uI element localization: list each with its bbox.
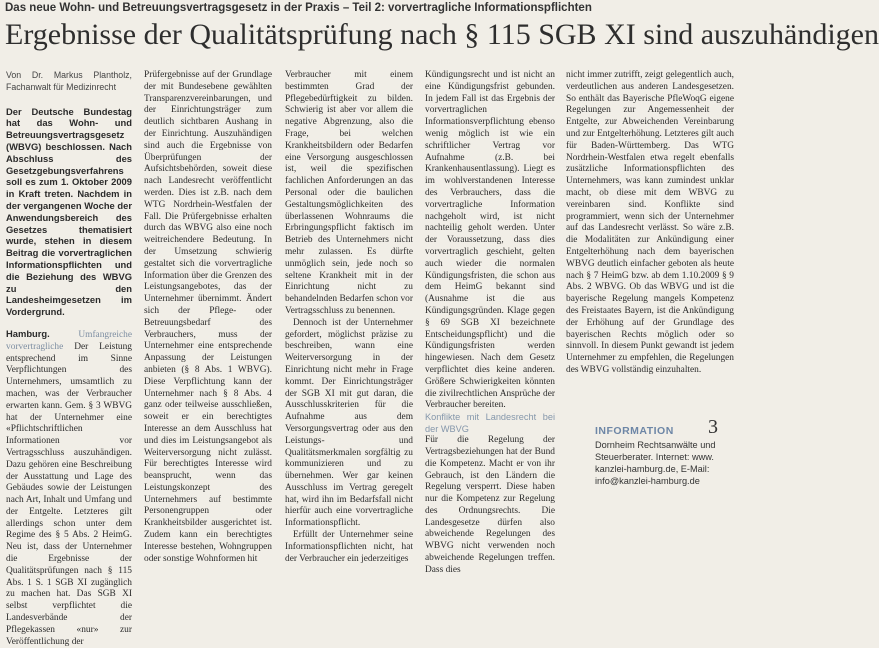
info-line: kanzlei-hamburg.de, E-Mail:: [595, 464, 710, 474]
body-text: Erfüllt der Unternehmer seine Informationspflichten nicht, hat der Verbraucher ein jederzeitiges: [285, 530, 413, 564]
info-line: info@kanzlei-hamburg.de: [595, 476, 700, 486]
body-text: Kündigungsrecht und ist nicht an eine Kündigungsfrist gebunden. In jedem Fall ist das Ergebnis der vorvertraglichen Informationsverpflichtung ebenso wenig möglich ist wie ein schriftlicher Vertrag vor Aufnahme (z.B. bei Krankenhausentlassung). Liegt es im wohlverstandenen Interesse des Verbrauchers, dass die vorvertragliche Information nachgeholt wird, ist nicht nachteilig geholt werden. Unter der Voraussetzung, dass dies vorvertraglich geschieht, gelten auch wieder die normalen Kündigungsfristen, die schon aus dem HeimG bekannt sind (Ausnahme ist die aus Kündigungsgründen. Klage gegen § 69 SGB XI bezeichnete Entscheidungspflicht) und die Kündigungsfristen werden hingewiesen. Nach dem Gesetz verpflichtet dies keine anderen. Größere Schwierigkeiten könnten die zivilrechtlichen Ansprüche der Verbraucher bereiten.: [425, 70, 555, 411]
column-2: [144, 70, 272, 564]
dateline: Hamburg.: [6, 327, 50, 339]
column-1: [6, 70, 132, 647]
body-paragraph: [6, 328, 132, 648]
article-headline: Ergebnisse der Qualitätsprüfung nach § 115 SGB XI sind auszuhändigen: [5, 18, 879, 51]
lead-highlight: Umfangreiche vorvertragliche: [6, 329, 132, 352]
body-text: Der Leistung entsprechend im Sinne Verpflichtungen des Unternehmers, umsamtlich zu machen, was der Verbraucher erwarten kann. Gem. § 3 WBVG hat der Unternehmer eine «Pflichtschriftlichen Informationen vor Vertragsschluss auszuhändigen. Dazu gehören eine Beschreibung der Ausstattung und Lage des Gebäudes sowie der Leistungen nach Art, Inhalt und Umfang und der Entgelte. Letzteres gilt allerdings schon unter dem Regime des § 5 Abs. 2 HeimG. Neu ist, dass der Unternehmer die Ergebnisse der Qualitätsprüfungen nach § 115 Abs. 1 S. 1 SGB XI zugänglich zu machen hat. Das SGB XI selbst verpflichtet die Landesverbände der Pflegekassen «nur» zur Veröffentlichung der: [6, 341, 132, 647]
info-heading: INFORMATION: [595, 425, 674, 437]
subheading: Konflikte mit Landesrecht bei der WBVG: [425, 412, 555, 434]
body-text: Dennoch ist der Unternehmer gefordert, möglichst präzise zu beschreiben, wann eine Weiterversorgung in der Einrichtung nicht mehr in Frage kommt. Der Einrichtungsträger der SGB XI mit gut daran, die Ausschlusskriterien für die Aufnahme aus dem Versorgungsvertrag oder aus den Leistungs- und Qualitätsmerkmalen sorgfältig zu kommunizieren und zu übernehmen. Wer gar keinen Ausschluss im Vertrag geregelt hat, wird ihn im Bedarfsfall nicht hierfür auch eine vorvertragliche Informationspflicht.: [285, 317, 413, 529]
body-text: Prüfergebnisse auf der Grundlage der mit Bundesebene gewählten Transparenzvereinbarungen, und der Einrichtungsträger zum deutlich sichtbaren Aushang in der Einrichtung. Auszuhändigen sind auch die Ergebnisse von Überprüfungen der Aufsichtsbehörden, soweit diese nach Landesrecht veröffentlicht werden. Dies ist z.B. nach dem WTG Nordrhein-Westfalen der Fall. Die Prüfergebnisse erhalten durch das WBVG also eine noch weitreichendere Bedeutung. In der Umsetzung schwierig gestaltet sich die vorvertragliche Information über die Grenzen des Leistungsangebotes, das der Unternehmer übernimmt. Ändert sich der Pflege- oder Betreuungsbedarf des Verbrauchers, muss der Unternehmer eine entsprechende Anpassung der Leistungen anbieten (§ 8 Abs. 1 WBVG). Diese Verpflichtung kann der Unternehmer nach § 8 Abs. 4 ganz oder teilweise ausschließen, soweit er ein berechtigtes Interesse an dem Ausschluss hat und dies im Leistungsangebot als Weiterversorgung nicht zulässt. Für berechtigtes Interesse wird beansprucht, wenn das Leistungskonzept des Unternehmers auf bestimmte Personengruppen oder Krankheitsbilder ausgerichtet ist. Zudem kann ein berechtigtes Interesse bestehen, Wohngruppen oder sonstige Wohnformen hit: [144, 70, 272, 564]
kicker-line: Das neue Wohn- und Betreuungsvertragsgesetz in der Praxis – Teil 2: vorvertragliche Informationspflichten: [5, 2, 592, 14]
author-byline: Von Dr. Markus Plantholz, Fachanwalt für Medizinrecht: [6, 70, 132, 92]
body-text: Für die Regelung der Vertragsbeziehungen hat der Bund die Kompetenz. Macht er von ihr Gebrauch, ist den Ländern die Regelung versperrt. Diese haben nur die Kompetenz zur Regelung des Ordnungsrechts. Die Landesgesetze dürfen also abweichende Regelungen des WBVG nicht verwenden noch abweichende Regelungen treffen. Dass dies: [425, 435, 555, 575]
info-box: [595, 425, 737, 537]
corner-mark: 3: [708, 416, 718, 438]
intro-paragraph: Der Deutsche Bundestag hat das Wohn- und Betreuungsvertragsgesetz (WBVG) beschlossen. Nach Abschluss des Gesetzgebungsverfahrens soll es zum 1. Oktober 2009 in Kraft treten. Nachdem in der vergangenen Woche der Anwendungsbereich des Gesetzes thematisiert wurde, stehen in diesem Beitrag die vorvertraglichen Informationspflichten und die Beziehung des WBVG zu den Landesheimgesetzen im Vordergrund.: [6, 105, 132, 318]
info-line: Dornheim Rechtsanwälte und: [595, 440, 716, 450]
column-4: [425, 70, 555, 575]
column-5: [566, 70, 734, 425]
column-3: [285, 70, 413, 564]
body-text: nicht immer zutrifft, zeigt gelegentlich auch, verdeutlichen aus anderen Landesgesetzen. So enthält das Bayerische PfleWoqG eigene Regelungen zur Angemessenheit der Entgelte, zur Abweichenden Vereinbarung und zur Entgelterhöhung. Letzteres gilt auch für Baden-Württemberg. Das WTG Nordrhein-Westfalen etwa regelt ebenfalls zusätzliche Informationspflichten des Unternehmers, was kann zumindest unklar macht, ob diese mit dem WBVG zu vereinbaren sind. Konflikte sind programmiert, wenn sich der Unternehmer auf das Landesrecht verlässt. So wäre z.B. die Modalitäten zur Ankündigung einer Entgelterhöhung nach dem bayerischen WBVG deutlich einfacher geboten als heute nach § 7 HeimG bzw. ab dem 1.10.2009 § 9 Abs. 2 WBVG. Ob das WBVG und ist die bayerische Regelung mangels Kompetenz des Freistaates Bayern, ist die Ankündigung der Erhöhung auf der Grundlage des bayerischen Rechts möglich oder so sinnvoll. In diesem Punkt gewandt ist jedem Unternehmer zu empfehlen, die Regelungen des WBVG vollständig einzuhalten.: [566, 70, 734, 375]
info-line: Steuerberater. Internet: www.: [595, 452, 714, 462]
body-text: Verbraucher mit einem bestimmten Grad der Pflegebedürftigkeit zu bilden. Schwierig ist aber vor allem die negative Abgrenzung, also die Frage, bei welchen Krankheitsbildern oder Bedarfen eine Versorgung ausgeschlossen ist, weil die spezifischen fachlichen Anforderungen an das Personal oder die baulichen Gestaltungsmöglichkeiten des überlassenen Wohnraums die Erbringungspflicht faktisch im Betrieb des Unternehmers nicht mehr zulassen. Es dürfte unmöglich sein, jede noch so seltene Krankheit mit in der Einrichtung nicht zu behandelnden Bedarfen schon vor Vertragsschluss zu benennen.: [285, 70, 413, 316]
